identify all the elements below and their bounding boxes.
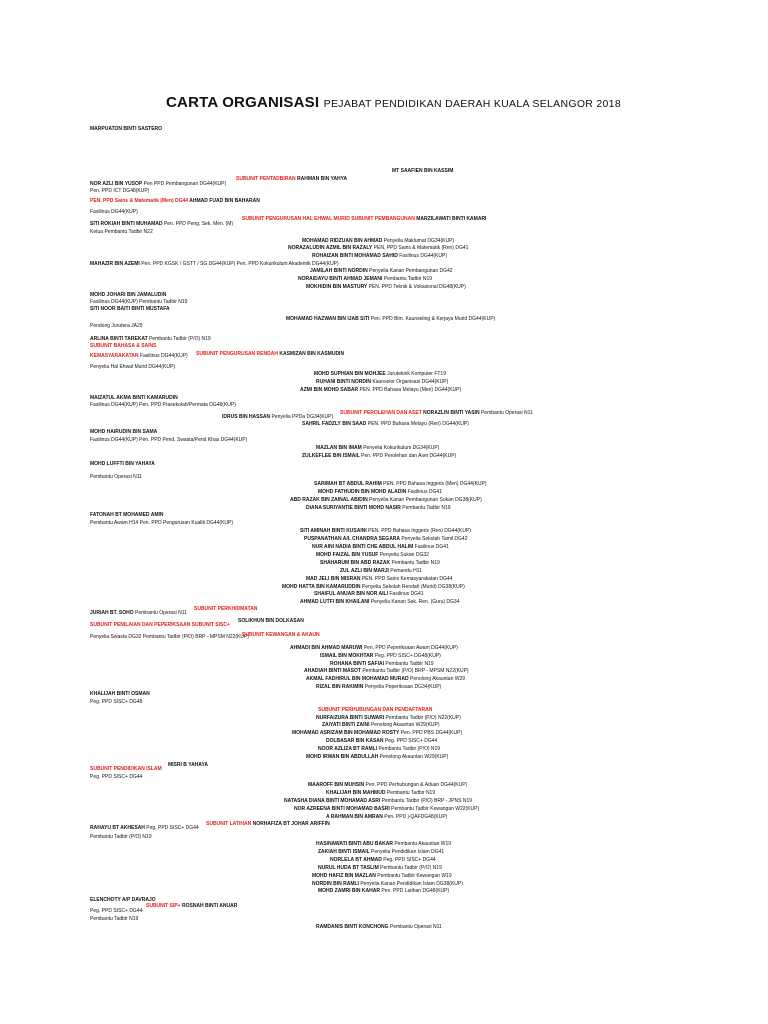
org-entry <box>282 584 465 590</box>
staff-position: Pembantu Tadbir (P/O) N19 <box>147 336 211 342</box>
subunit-label: SUBUNIT BAHASA & SAINS <box>90 343 157 349</box>
org-entry <box>90 402 236 408</box>
org-entry <box>304 668 469 674</box>
org-entry <box>316 379 448 385</box>
staff-position: Pen. PPD j-QAFDG48(KUP) <box>382 814 448 820</box>
staff-position: Kaunselor Organisasi DG44(KUP) <box>371 379 449 385</box>
subunit-label: SUBUNIT PENDIDIKAN ISLAM <box>90 766 162 772</box>
staff-name: NURFAIZURA BINTI SUWARI <box>316 715 385 721</box>
staff-position: Pembantu Tadbir N19 <box>385 790 436 796</box>
staff-name: MOHD SUPHIAN BIN MOHJEE <box>314 371 386 377</box>
subunit-label: SUBUNIT KEWANGAN & AKAUN <box>242 632 320 638</box>
staff-name: IDRUS BIN HASSAN <box>222 414 271 420</box>
staff-name: FATONAH BT MOHAMED AMIN <box>90 512 164 518</box>
staff-name: ZULKEFLEE BIN ISMAIL <box>302 453 360 459</box>
staff-name: ELENCHOTY A/P DAVRAJO <box>90 897 156 903</box>
staff-name: DOLBASAR BIN KASAN <box>326 738 384 744</box>
staff-position: Pembantu Tadbir (P/O) N19 <box>378 865 442 871</box>
staff-position: PEN. PPD Bahasa Inggeris (Men) DG44(KUP) <box>381 481 487 487</box>
page-title <box>166 94 621 112</box>
staff-position: Penyelia Sekolah Tamil DG42 <box>400 536 468 542</box>
staff-position: Fasilinus DG41 <box>406 489 442 495</box>
staff-position: Fasilinus DG44(KUP) <box>397 253 448 259</box>
staff-name: NORLELA BT AHMAD <box>330 857 382 863</box>
staff-position: Peg. PPD SISC+ DG44 <box>383 738 438 744</box>
staff-name: AHMAD LUTFI BIN KHAILANI <box>300 599 370 605</box>
org-entry <box>90 774 142 780</box>
org-entry <box>312 253 447 259</box>
org-entry <box>90 699 142 705</box>
org-entry <box>314 371 446 377</box>
org-entry <box>320 653 441 659</box>
staff-position: Pen. PPD Perhubungan & Aduan DG44(KUP) <box>364 782 468 788</box>
org-entry <box>330 661 434 667</box>
org-entry <box>340 568 422 574</box>
staff-position: Pembantu Tadbir N19 <box>383 661 434 667</box>
staff-name: AZMI BIN MOHD SABAR <box>300 387 359 393</box>
staff-position: Fasilinus DG44(KUP) Pen. PPD Prasekolah/Permata DG48(KUP) <box>90 402 236 408</box>
staff-position: Penyelia Kanan Pendidikan Islam DG38(KUP) <box>358 881 463 887</box>
org-entry <box>330 857 436 863</box>
org-entry <box>90 306 170 312</box>
staff-position: PEN. PPD Sains Kemasyarakatan DG44 <box>360 576 453 582</box>
org-entry <box>90 908 142 914</box>
staff-position: Pembantu Tadbir N19 <box>400 505 451 511</box>
staff-position: Fasilinus DG44(KUP) Pembantu Tadbir N19 <box>90 299 188 305</box>
org-entry <box>288 245 468 251</box>
staff-name: RAMDANIS BINTI KONCHONG <box>316 924 389 930</box>
staff-position: Pembantu Tadbir Kewangan W22(KUP) <box>389 806 480 812</box>
staff-position: Pembantu Tadbir N19 <box>90 916 139 922</box>
org-entry <box>312 881 463 887</box>
subunit-label: SUBUNIT PEROLEHAN DAN ASET <box>340 410 422 416</box>
staff-name: MAIZATUL AKMA BINTI KAMARUDIN <box>90 395 178 401</box>
staff-name: A RAHMAN BIN AMRAN <box>326 814 383 820</box>
org-entry <box>90 429 157 435</box>
staff-position: Peg. PPD SISC+ DG44 <box>90 774 143 780</box>
org-entry <box>242 632 320 638</box>
org-entry <box>304 536 467 542</box>
staff-position: Penyelia Maklumat DG34(KUP) <box>382 238 455 244</box>
staff-position: Penyelia Hal Ehwal Murid DG44(KUP) <box>90 364 176 370</box>
staff-position: Fasilinus DG41 <box>387 591 424 597</box>
org-entry <box>206 821 330 827</box>
org-entry <box>90 610 187 616</box>
subunit-label: KEMASYARAKATAN <box>90 353 139 359</box>
staff-name: SHAHARUM BIN ABD RAZAK <box>320 560 391 566</box>
staff-position: Penyelia Swasta DG32 Pembantu Tadbir (P/O) BRP - MPSM N22(KUP) <box>90 634 250 640</box>
org-entry <box>90 299 187 305</box>
org-entry <box>90 209 138 215</box>
org-entry <box>306 284 466 290</box>
subunit-label: SUBUNIT PERKHIDMATAN <box>194 606 258 612</box>
staff-position: Fasilinus DG44(KUP) <box>90 209 138 215</box>
org-entry <box>316 684 441 690</box>
org-entry <box>292 730 462 736</box>
staff-name: MOHAMAD RIDZUAN BIN AHMAD <box>302 238 383 244</box>
org-entry <box>146 903 237 909</box>
staff-name: RAHMAN BIN YAHYA <box>295 176 348 182</box>
org-entry <box>314 481 487 487</box>
org-entry <box>238 618 304 624</box>
staff-position: Peg. PPD SISC+ DG44 <box>144 825 199 831</box>
subunit-label: PEN. PPD Sains & Matematik (Men) DG44 <box>90 198 189 204</box>
staff-name: SITI AMINAH BINTI KUSAINI <box>300 528 367 534</box>
staff-position: Pen. PPD Peperiksaan Awam DG44(KUP) <box>362 645 458 651</box>
staff-name: NORDIN BIN RAMLI <box>312 881 359 887</box>
staff-position: Pembantu Operasi N11 <box>133 610 187 616</box>
subunit-label: SUBUNIT LATIHAN <box>206 821 252 827</box>
staff-position: Pembantu Operasi N11 <box>388 924 442 930</box>
org-entry <box>90 437 247 443</box>
org-entry <box>306 576 452 582</box>
org-entry <box>306 676 465 682</box>
staff-name: SOLIKHUN BIN DOLKASAN <box>238 618 304 624</box>
staff-name: MAZLAN BIN IMAM <box>316 445 362 451</box>
org-entry <box>302 421 469 427</box>
staff-name: MAAROFF BIN MUHSIN <box>308 782 365 788</box>
org-entry <box>318 707 432 713</box>
org-entry <box>90 221 233 227</box>
org-entry <box>300 599 459 605</box>
org-entry <box>90 916 138 922</box>
staff-position: PEN. PPD Bahasa Inggeris (Ren) DG44(KUP) <box>366 528 471 534</box>
org-entry <box>310 268 453 274</box>
staff-name: SARIMAH BT ABDUL RAHIM <box>314 481 382 487</box>
staff-name: ROSNAH BINTI ANUAR <box>180 903 238 909</box>
org-entry <box>222 414 333 420</box>
staff-position: Ketua Pembantu Tadbir N22 <box>90 229 153 235</box>
org-entry <box>90 198 260 204</box>
org-entry <box>316 445 439 451</box>
org-entry <box>290 645 458 651</box>
org-entry <box>298 276 432 282</box>
org-entry <box>312 873 452 879</box>
org-entry <box>90 766 162 772</box>
org-entry <box>316 552 429 558</box>
org-entry <box>286 316 495 322</box>
staff-name: KASMIZAN BIN KASMUDIN <box>277 351 345 357</box>
staff-position: Penyelia Kanan Pembangunan DG42 <box>367 268 453 274</box>
staff-position: Pen. PPD Peng. Sek. Men. (M) <box>162 221 234 227</box>
org-entry <box>90 353 188 359</box>
org-entry <box>90 181 226 187</box>
subunit-label: SUBUNIT SIP+ <box>146 903 181 909</box>
staff-position: Pen. PPD KGSK / GSTT / SG DG44(KUP) Pen. PPD Kokurikulum Akademik DG44(KUP) <box>139 261 339 267</box>
org-entry <box>90 126 162 132</box>
staff-name: KHALIJAH BINTI OSMAN <box>90 691 150 697</box>
staff-name: MARPUATON BINTI SASTERO <box>90 126 163 132</box>
org-entry <box>90 622 230 628</box>
staff-position: Peg. PPD SISC+ DG48 <box>90 699 143 705</box>
subunit-label: SUBUNIT PENGURUSAN HAL EHWAL MURID SUBUNIT PEMBANGUNAN <box>242 216 415 222</box>
staff-name: MOHD HAFIZ BIN MAZLAN <box>312 873 376 879</box>
org-entry <box>284 798 472 804</box>
org-entry <box>316 924 442 930</box>
staff-name: ZAKIAH BINTI ISMAIL <box>318 849 370 855</box>
org-entry <box>300 387 461 393</box>
staff-name: MOHD FATHUDIN BIN MOHD ALADIN <box>318 489 407 495</box>
org-entry <box>90 261 339 267</box>
staff-position: PEN. PPD Sains & Matematik (Ren) DG41 <box>372 245 469 251</box>
org-entry <box>194 606 257 612</box>
staff-position: Pembantu Tadbir (P/O) BRP - JPNS N19 <box>380 798 472 804</box>
staff-name: SHAIFUL ANUAR BIN NOR AILI <box>314 591 388 597</box>
staff-position: Penyelia Pendidikan Islam DG41 <box>369 849 445 855</box>
staff-name: NURUL HUDA BT TASLIM <box>318 865 379 871</box>
org-entry <box>318 849 444 855</box>
subunit-label: SUBUNIT PENTADBIRAN <box>236 176 296 182</box>
staff-name: SITI ROKIAH BINTI MUHAMAD <box>90 221 163 227</box>
org-entry <box>90 395 178 401</box>
staff-name: DIANA SURIYANTIE BINTI MOHD NASIR <box>306 505 401 511</box>
org-entry <box>90 323 143 329</box>
staff-position: Pen. PPD Perolehan dan Aset DG44(KUP) <box>359 453 457 459</box>
staff-name: MARZILAWATI BINTI KAMARI <box>414 216 487 222</box>
staff-position: PEN. PPD Teknik & Vokasional DG48(KUP) <box>367 284 466 290</box>
org-entry <box>90 229 153 235</box>
staff-name: ROHANA BINTI SAFIAI <box>330 661 384 667</box>
staff-name: MOHAMAD ASRIZAM BIN MOHAMAD ROSTY <box>292 730 400 736</box>
staff-name: NORAZLIN BINTI YASIN <box>421 410 480 416</box>
staff-position: Penyelia Kanan Sek. Ren. (Guru) DG34 <box>369 599 460 605</box>
staff-name: NORAZALUDIN AZMIL BIN RAZALY <box>288 245 373 251</box>
subunit-label: SUBUNIT PENGURUSAN RENDAH <box>196 351 278 357</box>
org-entry <box>90 461 155 467</box>
staff-name: AHMADI BIN AHMAD MARUWI <box>290 645 363 651</box>
staff-position: Pembantu Tadbir N19 <box>390 560 440 566</box>
staff-name: PUSPANATHAN A/L CHANDRA SEGARA <box>304 536 401 542</box>
staff-name: AHMAD FUAD BIN BAHARAN <box>188 198 260 204</box>
staff-position: Penyelia Kokurikulum DG34(KUP) <box>361 445 440 451</box>
org-entry <box>196 351 344 357</box>
org-entry <box>90 825 199 831</box>
staff-position: Penolong Akauntan W29(KUP) <box>378 754 449 760</box>
org-entry <box>90 336 211 342</box>
org-entry <box>168 762 208 768</box>
staff-position: Juruteknik Komputer FT19 <box>385 371 446 377</box>
org-entry <box>314 591 424 597</box>
staff-position: Penyelia Peperiksaan DG34(KUP) <box>363 684 442 690</box>
staff-position: Penyelia PPDa DG34(KUP) <box>270 414 334 420</box>
staff-position: Peg. PPD SISC+ DG44 <box>381 857 436 863</box>
staff-name: JAMILAH BINTI NORDIN <box>310 268 368 274</box>
staff-position: Fasilinus DG44(KUP) <box>138 353 188 359</box>
staff-name: AHADIAH BINTI MASOT <box>304 668 361 674</box>
staff-position: Pembantu Akauntan W19 <box>392 841 452 847</box>
org-entry <box>326 790 435 796</box>
staff-name: MOHD IRWAN BIN ABDULLAH <box>306 754 379 760</box>
staff-position: PEN. PPD Bahasa Melayu (Men) DG44(KUP) <box>358 387 462 393</box>
staff-position: Pembantu Tadbir (P/O) N19 <box>377 746 441 752</box>
title-sub: PEJABAT PENDIDIKAN DAERAH KUALA SELANGOR 2018 <box>323 98 621 110</box>
org-entry <box>242 216 486 222</box>
staff-name: NOR AZREENA BINTI MOHAMAD BASRI <box>294 806 390 812</box>
org-entry <box>326 814 447 820</box>
staff-name: SAHRIL FADZLY BIN SAAD <box>302 421 367 427</box>
staff-name: NUR AINI NADIA BINTI CHE ABDUL HALIM <box>312 544 414 550</box>
staff-position: Pen. PPD Latihan DG48(KUP) <box>379 888 450 894</box>
staff-name: MOHD HAIRUDIN BIN SAMA <box>90 429 158 435</box>
org-entry <box>90 474 142 480</box>
staff-name: AKMAL FADHIRUL BIN MOHAMAD MURAD <box>306 676 409 682</box>
staff-position: Pembantu Awam H14 Pen. PPD Pengurusan Kualiti DG44(KUP) <box>90 520 234 526</box>
staff-name: ARLINA BINTI TAREKAT <box>90 336 148 342</box>
staff-position: Pendong Jurutera JA29 <box>90 323 143 329</box>
org-entry <box>90 188 149 194</box>
org-entry <box>316 715 461 721</box>
staff-name: NORHAFIZA BT JOHAR ARIFFIN <box>251 821 330 827</box>
staff-name: MOKHIDIN BIN MASTURY <box>306 284 368 290</box>
org-entry <box>90 343 156 349</box>
staff-position: Pen. PPD PBS DG44(KUP) <box>399 730 463 736</box>
org-entry <box>90 512 164 518</box>
org-entry <box>318 489 442 495</box>
staff-name: MOHD LUFFTI BIN YAHAYA <box>90 461 155 467</box>
subunit-label: SUBUNIT PENILAIAN DAN PEPERIKSAAN SUBUNIT SISC+ <box>90 622 230 628</box>
org-entry <box>90 292 166 298</box>
staff-name: KHALIJAH BIN MAHMUD <box>326 790 386 796</box>
org-entry <box>90 634 249 640</box>
staff-position: Pembantu Operasi N11 <box>479 410 533 416</box>
staff-name: MT SAAFIEN BIN KASSIM <box>392 168 454 174</box>
org-entry <box>300 528 471 534</box>
staff-position: Peg. PPD SISC+ DG44 <box>90 908 143 914</box>
staff-name: MOHD HATTA BIN KAMARUDDIN <box>282 584 361 590</box>
staff-name: RUHANI BINTI NORDIN <box>316 379 371 385</box>
staff-name: NATASHA DIANA BINTI MOHAMAD ASRI <box>284 798 381 804</box>
staff-position: Pen. PPD ICT DG48(KUP) <box>90 188 150 194</box>
org-entry <box>90 520 233 526</box>
staff-position: PEN. PPD Bahasa Melayu (Ren) DG44(KUP) <box>366 421 469 427</box>
org-entry <box>306 505 451 511</box>
org-entry <box>294 806 479 812</box>
staff-name: MAHAZIR BIN AZEMI <box>90 261 140 267</box>
subunit-label: SUBUNIT PERHUBUNGAN DAN PENDAFTARAN <box>318 707 433 713</box>
staff-position: Pembantu Tadbir N19 <box>382 276 433 282</box>
staff-name: HASINAWATI BINTI ABU BAKAR <box>316 841 393 847</box>
staff-name: MOHD ZAMRI BIN KAHAR <box>318 888 380 894</box>
staff-name: ABD RAZAK BIN ZAINAL ABIDIN <box>290 497 368 503</box>
staff-position: Pembantu Tadbir Kewangan W19 <box>375 873 452 879</box>
staff-position: Penyelia Sekolah Rendah (Murid) DG38(KUP) <box>360 584 465 590</box>
staff-name: SITI NOOR BAITI BINTI MUSTAFA <box>90 306 170 312</box>
org-entry <box>326 738 437 744</box>
org-entry <box>318 888 449 894</box>
staff-name: ZAIYATI BINTI ZAINI <box>322 722 370 728</box>
staff-position: Fasilinus DG41 <box>413 544 449 550</box>
staff-position: Penyelia Kanan Pembangunan Sukan DG38(KUP) <box>367 497 482 503</box>
title-main: CARTA ORGANISASI <box>166 94 320 111</box>
staff-name: NOOR AZLIZA BT RAMLI <box>318 746 378 752</box>
staff-name: ISMAIL BIN MOKHTAR <box>320 653 374 659</box>
staff-name: RAHAYU BT AKHESAH <box>90 825 145 831</box>
staff-name: RIZAL BIN RAKIMIN <box>316 684 364 690</box>
staff-position: Penolong Akauntan W29 <box>408 676 466 682</box>
org-entry <box>90 364 175 370</box>
org-entry <box>308 782 467 788</box>
staff-name: ZUL AZLI BIN MARJI <box>340 568 389 574</box>
staff-position: Pemandu H11 <box>388 568 422 574</box>
staff-name: MOHD FAIZAL BIN YUSUF <box>316 552 379 558</box>
org-entry <box>318 746 440 752</box>
org-entry <box>318 865 442 871</box>
staff-position: Fasilinus DG44(KUP) Pen. PPD Pend. Swasta/Pend Khas DG44(KUP) <box>90 437 248 443</box>
staff-name: MISRI B YAHAYA <box>168 762 208 768</box>
org-entry <box>340 410 533 416</box>
staff-name: ROHAIZAN BINTI MOHAMAD SAHID <box>312 253 398 259</box>
org-entry <box>290 497 482 503</box>
staff-name: MOHD JOHARI BIN JAMALUDIN <box>90 292 167 298</box>
org-entry <box>302 453 456 459</box>
org-entry <box>306 754 448 760</box>
staff-name: MOHAMAD HAZWAN BIN IJAB SITI <box>286 316 370 322</box>
staff-name: NORAIDAYU BINTI AHMAD JEMANI <box>298 276 383 282</box>
staff-name: NOR AZLI BIN YUSOP <box>90 181 143 187</box>
org-entry <box>320 560 440 566</box>
staff-position: Pembantu Tadbir (P/O) N22(KUP) <box>384 715 461 721</box>
staff-position: Penolong Akauntan W29(KUP) <box>369 722 440 728</box>
org-entry <box>236 176 347 182</box>
staff-position: Pembantu Tadbir (P/O) N19 <box>90 834 152 840</box>
org-entry <box>302 238 454 244</box>
staff-position: Peg. PPD SISC+ DG48(KUP) <box>373 653 441 659</box>
staff-position: Pembantu Tadbir (P/O) BRP - MPSM N22(KUP) <box>360 668 469 674</box>
staff-name: JURIAH BT. SOHO <box>90 610 134 616</box>
staff-name: MAD JELI BIN MISRAN <box>306 576 361 582</box>
org-entry <box>316 841 451 847</box>
org-entry <box>90 834 152 840</box>
org-entry <box>312 544 449 550</box>
staff-position: Pen. PPD Bim. Kaunseling & Kerjaya Murid DG44(KUP) <box>369 316 496 322</box>
org-entry <box>90 691 150 697</box>
org-entry <box>392 168 453 174</box>
staff-position: Penyelia Sukan DG32 <box>378 552 429 558</box>
staff-position: Pen PPD Pembangunan DG44(KUP) <box>142 181 227 187</box>
org-entry <box>322 722 440 728</box>
staff-position: Pembantu Operasi N11 <box>90 474 142 480</box>
